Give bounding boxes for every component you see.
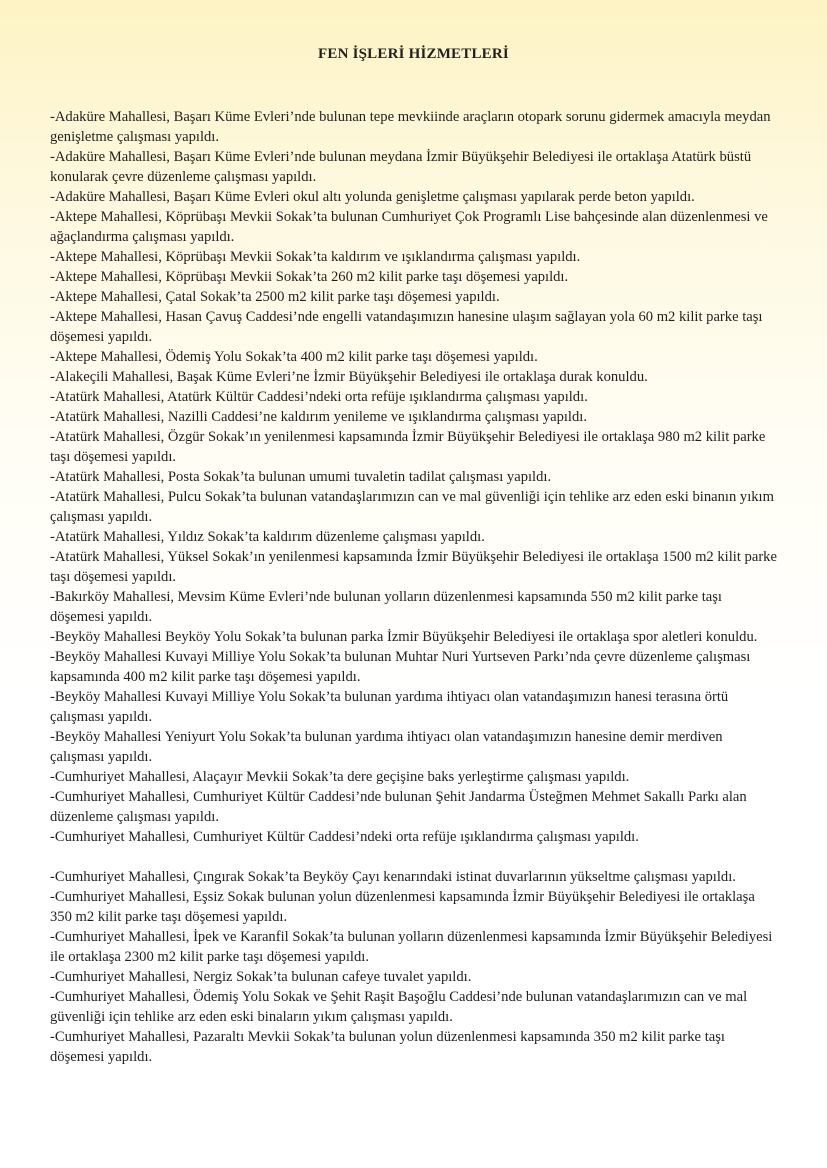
list-item: -Cumhuriyet Mahallesi, Ödemiş Yolu Sokak ve Şehit Raşit Başoğlu Caddesi’nde bulunan vatandaşlarımızın can ve mal güvenliği için tehlike arz eden eski binaların yıkım çalışması yapıldı. <box>50 989 748 1025</box>
list-item: -Aktepe Mahallesi, Hasan Çavuş Caddesi’nde engelli vatandaşımızın hanesine ulaşım sağlayan yola 60 m2 kilit parke taşı döşemesi yapıldı. <box>50 309 763 345</box>
list-item: -Bakırköy Mahallesi, Mevsim Küme Evleri’nde bulunan yolların düzenlenmesi kapsamında 550 m2 kilit parke taşı döşemesi yapıldı. <box>50 589 722 625</box>
list-item: -Adaküre Mahallesi, Başarı Küme Evleri okul altı yolunda genişletme çalışması yapılarak perde beton yapıldı. <box>50 189 695 205</box>
list-item: -Cumhuriyet Mahallesi, Alaçayır Mevkii Sokak’ta dere geçişine baks yerleştirme çalışması yapıldı. <box>50 769 630 785</box>
list-item: -Beyköy Mahallesi Kuvayi Milliye Yolu Sokak’ta bulunan Muhtar Nuri Yurtseven Parkı’nda çevre düzenleme çalışması kapsamında 400 m2 kilit parke taşı döşemesi yapıldı. <box>50 649 751 685</box>
list-item: -Beyköy Mahallesi Yeniyurt Yolu Sokak’ta bulunan yardıma ihtiyacı olan vatandaşımızın hanesine demir merdiven çalışması yapıldı. <box>50 729 723 765</box>
list-item: -Atatürk Mahallesi, Nazilli Caddesi’ne kaldırım yenileme ve ışıklandırma çalışması yapıldı. <box>50 409 587 425</box>
list-item: -Beyköy Mahallesi Kuvayi Milliye Yolu Sokak’ta bulunan yardıma ihtiyacı olan vatandaşımızın hanesi terasına örtü çalışması yapıldı. <box>50 689 729 725</box>
list-item: -Beyköy Mahallesi Beyköy Yolu Sokak’ta bulunan parka İzmir Büyükşehir Belediyesi ile ortaklaşa spor aletleri konuldu. <box>50 629 758 645</box>
list-item: -Cumhuriyet Mahallesi, Cumhuriyet Kültür Caddesi’ndeki orta refüje ışıklandırma çalışması yapıldı. <box>50 829 639 845</box>
list-item: -Atatürk Mahallesi, Pulcu Sokak’ta bulunan vatandaşlarımızın can ve mal güvenliği için tehlike arz eden eski binanın yıkım çalışması yapıldı. <box>50 489 774 525</box>
list-item: -Cumhuriyet Mahallesi, Pazaraltı Mevkii Sokak’ta bulunan yolun düzenlenmesi kapsamında 350 m2 kilit parke taşı döşemesi yapıldı. <box>50 1029 725 1065</box>
list-item: -Atatürk Mahallesi, Posta Sokak’ta bulunan umumi tuvaletin tadilat çalışması yapıldı. <box>50 469 552 485</box>
list-item: -Atatürk Mahallesi, Yüksel Sokak’ın yenilenmesi kapsamında İzmir Büyükşehir Belediyesi ile ortaklaşa 1500 m2 kilit parke taşı döşemesi yapıldı. <box>50 549 777 585</box>
list-item: -Aktepe Mahallesi, Köprübaşı Mevkii Sokak’ta kaldırım ve ışıklandırma çalışması yapıldı. <box>50 249 581 265</box>
list-item: -Adaküre Mahallesi, Başarı Küme Evleri’nde bulunan tepe mevkiinde araçların otopark sorunu gidermek amacıyla meydan genişletme çalışması yapıldı. <box>50 109 771 145</box>
list-item: -Aktepe Mahallesi, Köprübaşı Mevkii Sokak’ta bulunan Cumhuriyet Çok Programlı Lise bahçesinde alan düzenlenmesi ve ağaçlandırma çalışması yapıldı. <box>50 209 768 245</box>
services-list <box>50 107 778 1067</box>
list-item: -Aktepe Mahallesi, Köprübaşı Mevkii Sokak’ta 260 m2 kilit parke taşı döşemesi yapıldı. <box>50 269 569 285</box>
list-item: -Aktepe Mahallesi, Ödemiş Yolu Sokak’ta 400 m2 kilit parke taşı döşemesi yapıldı. <box>50 349 538 365</box>
section-gap <box>50 847 778 867</box>
list-item: -Alakeçili Mahallesi, Başak Küme Evleri’ne İzmir Büyükşehir Belediyesi ile ortaklaşa durak konuldu. <box>50 369 648 385</box>
list-item: -Atatürk Mahallesi, Yıldız Sokak’ta kaldırım düzenleme çalışması yapıldı. <box>50 529 485 545</box>
list-item: -Aktepe Mahallesi, Çatal Sokak’ta 2500 m2 kilit parke taşı döşemesi yapıldı. <box>50 289 500 305</box>
list-item: -Cumhuriyet Mahallesi, İpek ve Karanfil Sokak’ta bulunan yolların düzenlenmesi kapsamında İzmir Büyükşehir Belediyesi ile ortaklaşa 2300 m2 kilit parke taşı döşemesi yapıldı. <box>50 929 773 965</box>
list-item: -Atatürk Mahallesi, Özgür Sokak’ın yenilenmesi kapsamında İzmir Büyükşehir Belediyesi ile ortaklaşa 980 m2 kilit parke taşı döşemesi yapıldı. <box>50 429 766 465</box>
page-title: FEN İŞLERİ HİZMETLERİ <box>318 46 509 62</box>
list-item: -Cumhuriyet Mahallesi, Nergiz Sokak’ta bulunan cafeye tuvalet yapıldı. <box>50 969 472 985</box>
list-item: -Adaküre Mahallesi, Başarı Küme Evleri’nde bulunan meydana İzmir Büyükşehir Belediyesi ile ortaklaşa Atatürk büstü konularak çevre düzenleme çalışması yapıldı. <box>50 149 752 185</box>
list-item: -Cumhuriyet Mahallesi, Cumhuriyet Kültür Caddesi’nde bulunan Şehit Jandarma Üsteğmen Mehmet Sakallı Parkı alan düzenleme çalışması yapıldı. <box>50 789 747 825</box>
list-item: -Atatürk Mahallesi, Atatürk Kültür Caddesi’ndeki orta refüje ışıklandırma çalışması yapıldı. <box>50 389 588 405</box>
list-item: -Cumhuriyet Mahallesi, Çıngırak Sokak’ta Beyköy Çayı kenarındaki istinat duvarlarının yükseltme çalışması yapıldı. <box>50 869 736 885</box>
list-item: -Cumhuriyet Mahallesi, Eşsiz Sokak bulunan yolun düzenlenmesi kapsamında İzmir Büyükşehir Belediyesi ile ortaklaşa 350 m2 kilit parke taşı döşemesi yapıldı. <box>50 889 755 925</box>
